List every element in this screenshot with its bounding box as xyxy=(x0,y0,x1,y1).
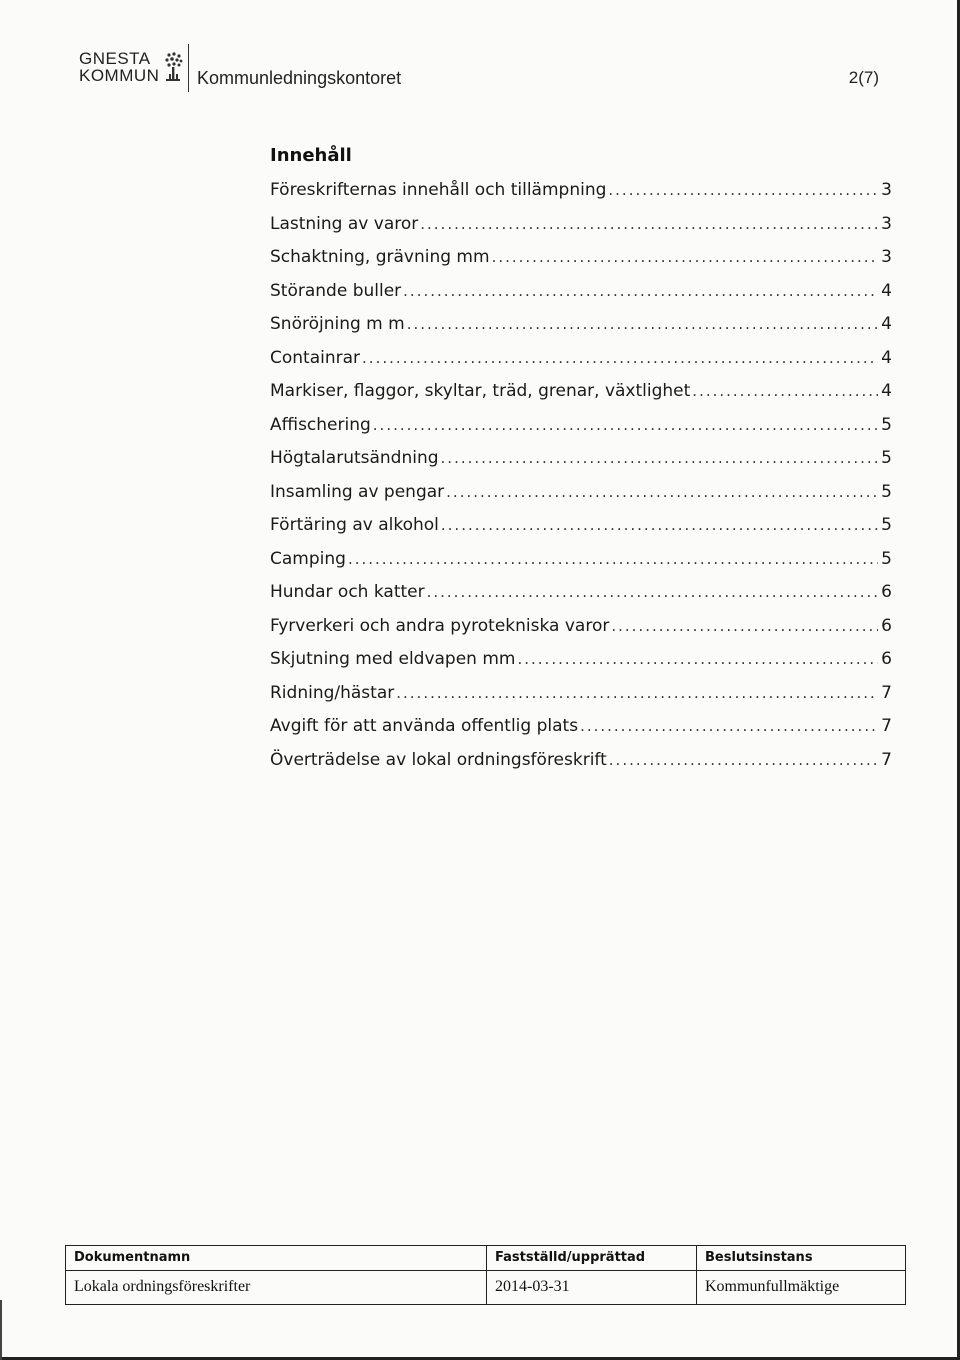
toc-entry[interactable] xyxy=(270,241,892,275)
logo-line-2: KOMMUN xyxy=(79,66,160,85)
toc-entry[interactable] xyxy=(270,509,892,543)
department-name: Kommunledningskontoret xyxy=(197,68,402,88)
toc-entry[interactable] xyxy=(270,677,892,711)
toc-entry-title: Schaktning, grävning mm xyxy=(270,247,490,267)
toc-entry-title: Snöröjning m m xyxy=(270,314,405,334)
toc-entry-page: 5 xyxy=(881,448,892,468)
toc-entry[interactable] xyxy=(270,643,892,677)
toc-dot-leader xyxy=(427,576,878,610)
toc-entry-page: 7 xyxy=(881,716,892,736)
page-header xyxy=(79,44,879,94)
footer-divider xyxy=(487,1270,697,1271)
toc-entry-page: 4 xyxy=(881,381,892,401)
toc-entry-title: Högtalarutsändning xyxy=(270,448,439,468)
table-of-contents xyxy=(270,174,892,777)
toc-dot-leader xyxy=(492,241,878,275)
toc-entry-page: 6 xyxy=(881,649,892,669)
toc-entry-page: 6 xyxy=(881,582,892,602)
footer-label-authority: Beslutsinstans xyxy=(705,1250,813,1265)
toc-entry-title: Avgift för att använda offentlig plats xyxy=(270,716,579,736)
toc-entry-page: 5 xyxy=(881,515,892,535)
footer-label-established: Fastställd/upprättad xyxy=(495,1250,646,1265)
toc-entry-title: Containrar xyxy=(270,347,361,368)
toc-entry[interactable] xyxy=(270,174,892,208)
toc-dot-leader xyxy=(692,375,878,409)
toc-entry-page: 4 xyxy=(881,280,892,301)
document-info-footer xyxy=(65,1245,906,1305)
toc-entry-page: 7 xyxy=(881,682,892,703)
toc-entry-title: Insamling av pengar xyxy=(270,481,445,502)
toc-dot-leader xyxy=(441,509,878,543)
toc-dot-leader xyxy=(362,342,878,376)
toc-dot-leader xyxy=(611,610,878,644)
toc-entry-title: Skjutning med eldvapen mm xyxy=(270,649,516,669)
footer-label-document-name: Dokumentnamn xyxy=(74,1250,191,1265)
toc-dot-leader xyxy=(348,543,878,577)
toc-entry[interactable] xyxy=(270,375,892,409)
toc-entry[interactable] xyxy=(270,576,892,610)
footer-value-authority: Kommunfullmäktige xyxy=(705,1278,840,1295)
toc-entry-title: Störande buller xyxy=(270,280,402,301)
toc-entry-title: Överträdelse av lokal ordningsföreskrift xyxy=(270,749,607,770)
toc-dot-leader xyxy=(580,710,878,744)
toc-entry-page: 5 xyxy=(881,548,892,569)
toc-entry-title: Förtäring av alkohol xyxy=(270,515,439,535)
toc-entry-title: Lastning av varor xyxy=(270,213,419,234)
toc-entry-title: Affischering xyxy=(270,414,371,435)
footer-value-established: 2014-03-31 xyxy=(495,1278,570,1295)
toc-entry-page: 3 xyxy=(881,247,892,267)
toc-dot-leader xyxy=(441,442,878,476)
footer-divider xyxy=(66,1270,486,1271)
toc-dot-leader xyxy=(407,308,878,342)
logo-line-1: GNESTA xyxy=(79,49,151,68)
footer-col-document-name xyxy=(66,1246,486,1304)
toc-entry-page: 3 xyxy=(881,213,892,234)
toc-entry-page: 5 xyxy=(881,481,892,502)
header-divider xyxy=(188,44,189,92)
toc-dot-leader xyxy=(403,275,878,309)
gnesta-kommun-logo xyxy=(79,48,189,90)
toc-entry[interactable] xyxy=(270,275,892,309)
toc-entry[interactable] xyxy=(270,409,892,443)
toc-entry-title: Markiser, flaggor, skyltar, träd, grenar, växtlighet xyxy=(270,381,691,401)
toc-dot-leader xyxy=(446,476,878,510)
toc-entry-title: Föreskrifternas innehåll och tillämpning xyxy=(270,180,607,200)
page-counter: 2(7) xyxy=(848,68,879,87)
toc-heading: Innehåll xyxy=(270,145,352,166)
footer-col-authority xyxy=(696,1246,906,1304)
toc-entry[interactable] xyxy=(270,208,892,242)
toc-entry-page: 5 xyxy=(881,414,892,435)
tree-emblem-icon xyxy=(161,50,185,86)
toc-entry[interactable] xyxy=(270,342,892,376)
toc-entry[interactable] xyxy=(270,710,892,744)
toc-dot-leader xyxy=(420,208,878,242)
footer-divider xyxy=(697,1270,906,1271)
toc-entry-title: Fyrverkeri och andra pyrotekniska varor xyxy=(270,615,610,636)
toc-entry-title: Camping xyxy=(270,548,346,569)
toc-entry[interactable] xyxy=(270,543,892,577)
toc-entry[interactable] xyxy=(270,308,892,342)
toc-entry-page: 4 xyxy=(881,314,892,334)
toc-entry[interactable] xyxy=(270,476,892,510)
footer-col-established xyxy=(486,1246,697,1304)
toc-entry-title: Ridning/hästar xyxy=(270,682,395,703)
toc-entry-page: 4 xyxy=(881,347,892,368)
toc-entry-title: Hundar och katter xyxy=(270,582,425,602)
toc-dot-leader xyxy=(609,744,878,778)
toc-entry[interactable] xyxy=(270,610,892,644)
toc-dot-leader xyxy=(396,677,878,711)
toc-dot-leader xyxy=(373,409,878,443)
toc-dot-leader xyxy=(608,174,878,208)
toc-dot-leader xyxy=(517,643,878,677)
toc-entry-page: 7 xyxy=(881,749,892,770)
toc-entry-page: 3 xyxy=(881,180,892,200)
scan-edge-left xyxy=(0,1300,2,1360)
toc-entry-page: 6 xyxy=(881,615,892,636)
toc-entry[interactable] xyxy=(270,744,892,778)
toc-entry[interactable] xyxy=(270,442,892,476)
footer-value-document-name: Lokala ordningsföreskrifter xyxy=(74,1278,251,1295)
